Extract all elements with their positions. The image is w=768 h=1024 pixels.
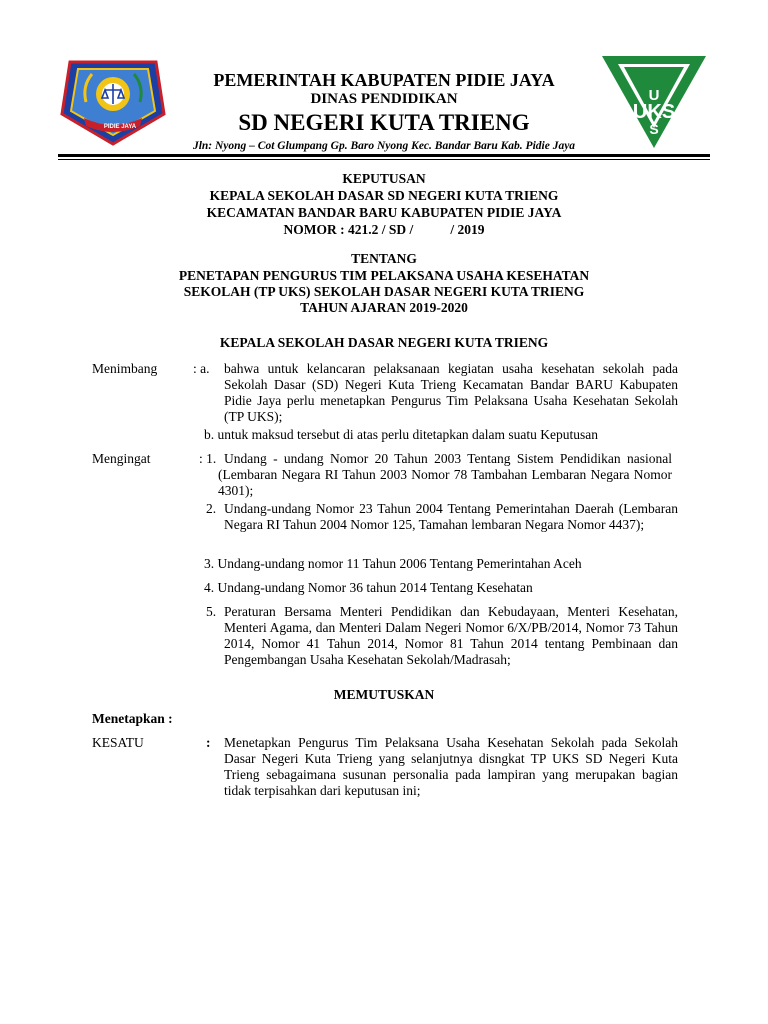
mengingat-1-text: Undang - undang Nomor 20 Tahun 2003 Tentang Sistem Pendidikan nasional (Lembaran Negara RI Tahun 2003 Nomor 78 Tambahan Lembaran Negara Nomor 4301); [218, 451, 672, 498]
pidie-jaya-emblem-icon [60, 56, 166, 146]
menimbang-a-text: bahwa untuk kelancaran pelaksanaan kegiatan usaha kesehatan sekolah pada Sekolah Dasar (SD) Negeri Kuta Trieng Kecamatan Bandar BARU Kabupaten Pidie Jaya perlu menetapkan Pengurus Tim Pelaksana Usaha Kesehatan Sekolah (TP UKS); [224, 361, 678, 424]
memutuskan-heading: MEMUTUSKAN [333, 687, 435, 702]
school-address: Jln: Nyong – Cot Glumpang Gp. Baro Nyong Kec. Bandar Baru Kab. Pidie Jaya [192, 140, 576, 152]
menimbang-b-text: b. untuk maksud tersebut di atas perlu ditetapkan dalam suatu Keputusan [204, 427, 599, 442]
letterhead-text [170, 70, 598, 154]
government-name: PEMERINTAH KABUPATEN PIDIE JAYA [213, 70, 555, 90]
letterhead-rule-thin [58, 159, 710, 160]
department-name: DINAS PENDIDIKAN [310, 91, 458, 107]
letterhead-rule-thick [58, 154, 710, 157]
subject-line1: PENETAPAN PENGURUS TIM PELAKSANA USAHA KESEHATAN [178, 268, 590, 283]
uks-logo-uks: UKS [632, 101, 676, 123]
issuer-heading: KEPALA SEKOLAH DASAR NEGERI KUTA TRIENG [219, 335, 549, 350]
subject-line3: TAHUN AJARAN 2019-2020 [300, 300, 468, 315]
emblem-caption: PIDIE JAYA [103, 124, 137, 130]
kesatu-label: KESATU [92, 735, 144, 750]
mengingat-2-text: Undang-undang Nomor 23 Tahun 2004 Tentang Pemerintahan Daerah (Lembaran Negara RI Tahun 2004 Nomor 125, Tamahan lembaran Negara Nomor 4437); [224, 501, 678, 532]
menimbang-a-marker: : a. [193, 361, 210, 376]
mengingat-4: 4. Undang-undang Nomor 36 tahun 2014 Tentang Kesehatan [204, 580, 533, 595]
school-name: SD NEGERI KUTA TRIENG [238, 110, 530, 135]
mengingat-5-text: Peraturan Bersama Menteri Pendidikan dan Kebudayaan, Menteri Kesehatan, Menteri Agama, dan Menteri Dalam Negeri Nomor 6/X/PB/2014, Nomor 73 Tahun 2014, Nomor 41 Tahun 2014, Nomor 81 Tahun 2014 tentang Pembinaan dan Pengembangan Usaha Kesehatan Sekolah/Madrasah; [224, 604, 678, 667]
subject-line2: SEKOLAH (TP UKS) SEKOLAH DASAR NEGERI KUTA TRIENG [183, 284, 585, 299]
keputusan-title: KEPUTUSAN [342, 171, 426, 186]
kesatu-text: Menetapkan Pengurus Tim Pelaksana Usaha Kesehatan Sekolah pada Sekolah Dasar Negeri Kuta Trieng yang selanjutnya disngkat TP UKS SD Negeri Kuta Trieng sebagaimana susunan personalia pada lampiran yang merupakan bagian tidak terpisahkan dari keputusan ini; [224, 735, 678, 798]
uks-logo-s: S [649, 121, 659, 137]
mengingat-label: Mengingat [92, 451, 151, 466]
uks-logo-icon [598, 52, 710, 152]
keputusan-number: NOMOR : 421.2 / SD / / 2019 [283, 222, 485, 237]
keputusan-line1: KEPALA SEKOLAH DASAR SD NEGERI KUTA TRIENG [209, 188, 559, 203]
mengingat-5-marker: 5. [206, 604, 217, 619]
menimbang-label: Menimbang [92, 361, 158, 376]
menetapkan-label: Menetapkan : [92, 711, 173, 726]
mengingat-3: 3. Undang-undang nomor 11 Tahun 2006 Tentang Pemerintahan Aceh [204, 556, 582, 571]
tentang-title: TENTANG [351, 251, 417, 266]
keputusan-line2: KECAMATAN BANDAR BARU KABUPATEN PIDIE JAYA [206, 205, 562, 220]
kesatu-colon: : [206, 735, 211, 750]
mengingat-2-marker: 2. [206, 501, 217, 516]
mengingat-1-marker: : 1. [199, 451, 217, 466]
uks-logo-u: U [648, 87, 660, 104]
